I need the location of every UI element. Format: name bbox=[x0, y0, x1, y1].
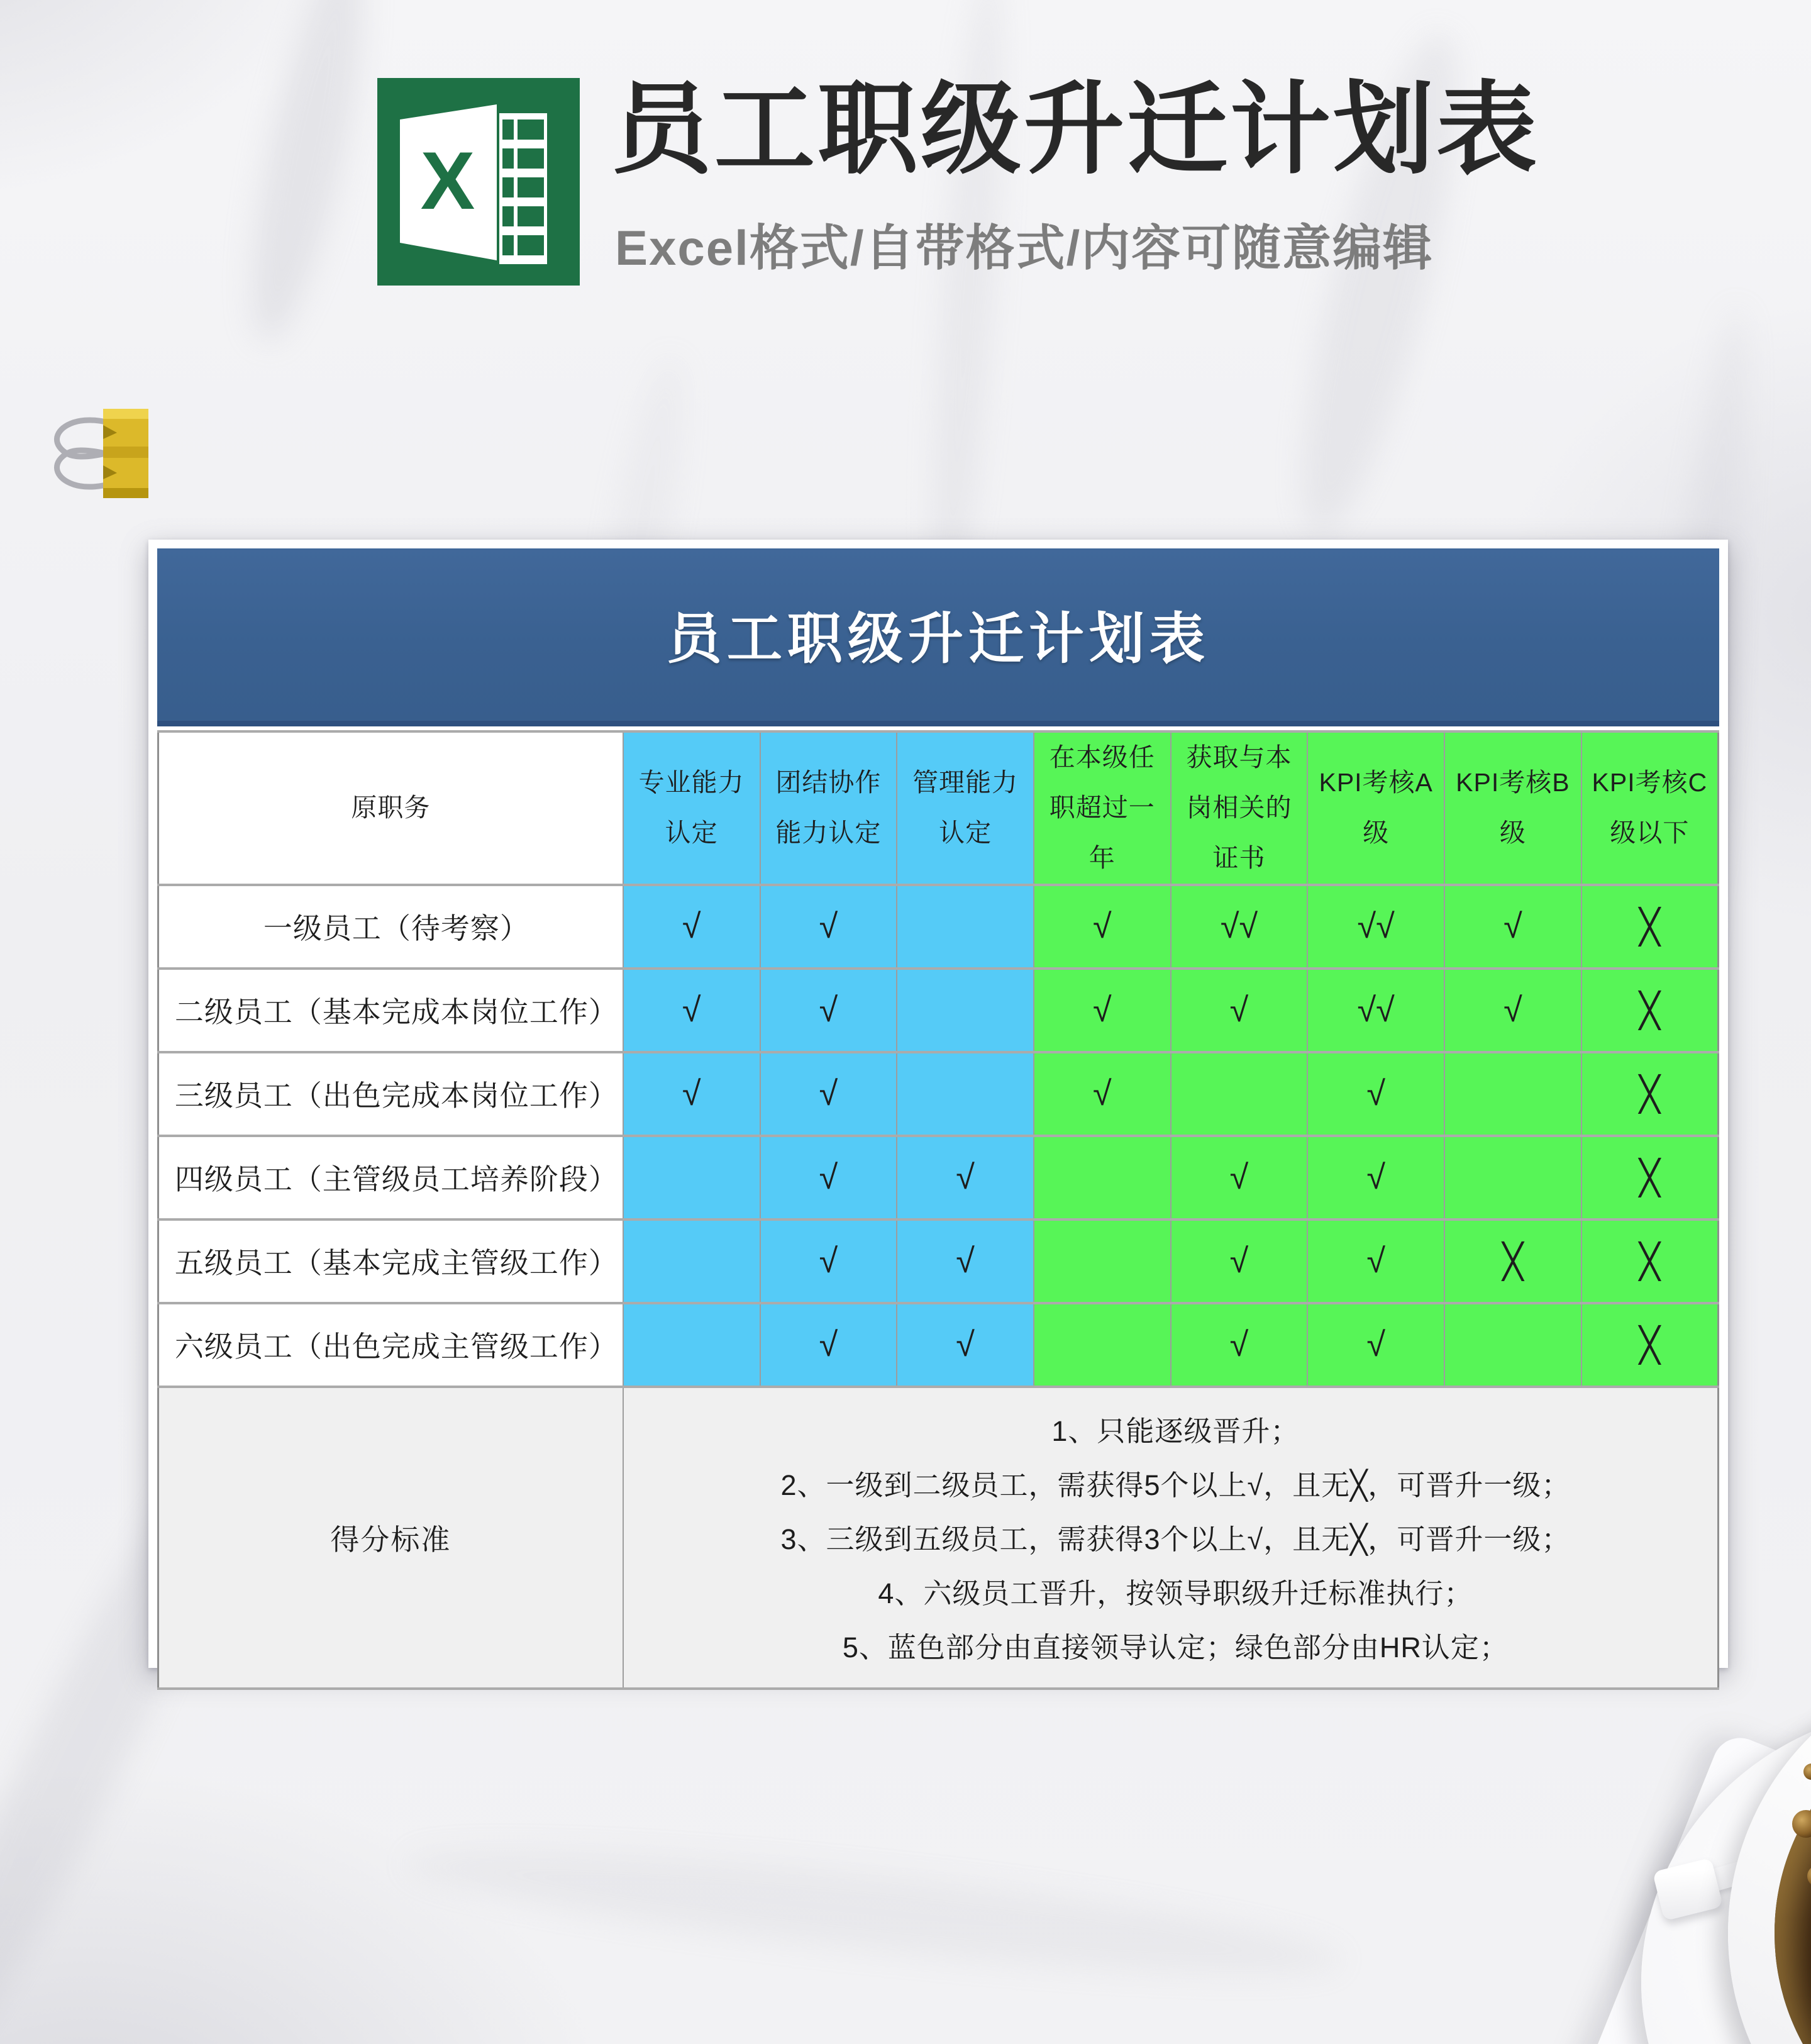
mark-cell bbox=[1034, 1136, 1171, 1219]
mark-cell: √ bbox=[897, 1136, 1034, 1219]
mark-cell: ╳ bbox=[1581, 969, 1719, 1052]
table-row bbox=[158, 885, 1719, 969]
mark-cell bbox=[1444, 1052, 1581, 1136]
mark-cell: √ bbox=[623, 969, 760, 1052]
note-line: 4、六级员工晋升，按领导职级升迁标准执行； bbox=[878, 1577, 1473, 1609]
mark-cell: √ bbox=[760, 885, 897, 969]
mark-cell: √ bbox=[1307, 1052, 1444, 1136]
mark-cell: √ bbox=[1171, 969, 1308, 1052]
row-label: 三级员工（出色完成本岗位工作） bbox=[158, 1052, 623, 1136]
mark-cell: √√ bbox=[1171, 885, 1308, 969]
mark-cell: √ bbox=[1171, 1303, 1308, 1387]
corner-header-cell: 原职务 bbox=[158, 731, 623, 885]
mark-cell: √ bbox=[1444, 969, 1581, 1052]
coffee-bubble bbox=[1807, 1865, 1811, 1887]
column-header: 管理能力认定 bbox=[897, 731, 1034, 885]
mark-cell: √√ bbox=[1307, 885, 1444, 969]
column-header: 专业能力认定 bbox=[623, 731, 760, 885]
marble-vein bbox=[401, 1825, 1347, 1999]
table-title: 员工职级升迁计划表 bbox=[666, 609, 1210, 670]
marble-vein bbox=[230, 0, 387, 349]
mark-cell: √ bbox=[1171, 1219, 1308, 1303]
mark-cell bbox=[623, 1219, 760, 1303]
table-row bbox=[158, 969, 1719, 1052]
mark-cell: √ bbox=[1034, 1052, 1171, 1136]
mark-cell bbox=[1034, 1303, 1171, 1387]
row-label: 一级员工（待考察） bbox=[158, 885, 623, 969]
mark-cell: √ bbox=[760, 1136, 897, 1219]
column-header: KPI考核B级 bbox=[1444, 731, 1581, 885]
svg-text:X: X bbox=[420, 135, 475, 226]
mark-cell: ╳ bbox=[1444, 1219, 1581, 1303]
row-label: 二级员工（基本完成本岗位工作） bbox=[158, 969, 623, 1052]
column-header: 获取与本岗相关的证书 bbox=[1171, 731, 1308, 885]
mark-cell bbox=[897, 885, 1034, 969]
table-row bbox=[158, 1303, 1719, 1387]
mark-cell: √ bbox=[1034, 885, 1171, 969]
note-line: 2、一级到二级员工，需获得5个以上√，且无╳，可晋升一级； bbox=[780, 1469, 1571, 1501]
mark-cell: √ bbox=[1307, 1219, 1444, 1303]
mark-cell: √ bbox=[897, 1219, 1034, 1303]
mark-cell bbox=[623, 1136, 760, 1219]
template-card bbox=[148, 540, 1728, 1668]
row-label: 四级员工（主管级员工培养阶段） bbox=[158, 1136, 623, 1219]
score-standard-notes bbox=[623, 1387, 1719, 1689]
mark-cell bbox=[1034, 1219, 1171, 1303]
mark-cell: ╳ bbox=[1581, 1303, 1719, 1387]
binder-clip-icon bbox=[33, 400, 155, 507]
score-standard-label: 得分标准 bbox=[158, 1387, 623, 1689]
mark-cell bbox=[623, 1303, 760, 1387]
promotion-table bbox=[157, 730, 1719, 1690]
column-header: 在本级任职超过一年 bbox=[1034, 731, 1171, 885]
column-header: 团结协作能力认定 bbox=[760, 731, 897, 885]
mark-cell bbox=[897, 1052, 1034, 1136]
mark-cell: ╳ bbox=[1581, 1052, 1719, 1136]
mark-cell: ╳ bbox=[1581, 885, 1719, 969]
note-line: 1、只能逐级晋升； bbox=[1051, 1414, 1300, 1447]
row-label: 六级员工（出色完成主管级工作） bbox=[158, 1303, 623, 1387]
mark-cell bbox=[1171, 1052, 1308, 1136]
mark-cell: √ bbox=[623, 1052, 760, 1136]
note-line: 5、蓝色部分由直接领导认定；绿色部分由HR认定； bbox=[842, 1631, 1509, 1664]
mark-cell: √ bbox=[760, 969, 897, 1052]
mark-cell: √ bbox=[760, 1052, 897, 1136]
mark-cell: √ bbox=[1307, 1303, 1444, 1387]
mark-cell: √√ bbox=[1307, 969, 1444, 1052]
page-title: 员工职级升迁计划表 bbox=[611, 73, 1540, 186]
column-header: KPI考核A级 bbox=[1307, 731, 1444, 885]
mark-cell: ╳ bbox=[1581, 1219, 1719, 1303]
mark-cell: √ bbox=[760, 1303, 897, 1387]
mark-cell: √ bbox=[623, 885, 760, 969]
table-row bbox=[158, 1052, 1719, 1136]
row-label: 五级员工（基本完成主管级工作） bbox=[158, 1219, 623, 1303]
mark-cell bbox=[897, 969, 1034, 1052]
table-title-bar bbox=[157, 548, 1719, 726]
mark-cell: √ bbox=[897, 1303, 1034, 1387]
excel-logo-icon bbox=[377, 78, 580, 286]
mark-cell bbox=[1444, 1303, 1581, 1387]
mark-cell: √ bbox=[1034, 969, 1171, 1052]
mark-cell: √ bbox=[1307, 1136, 1444, 1219]
note-line: 3、三级到五级员工，需获得3个以上√，且无╳，可晋升一级； bbox=[780, 1523, 1571, 1555]
column-header: KPI考核C级以下 bbox=[1581, 731, 1719, 885]
table-footer-row bbox=[158, 1387, 1719, 1689]
table-row bbox=[158, 1136, 1719, 1219]
mark-cell: √ bbox=[1171, 1136, 1308, 1219]
page-subtitle: Excel格式/自带格式/内容可随意编辑 bbox=[615, 220, 1434, 275]
table-header-row bbox=[158, 731, 1719, 885]
mark-cell: √ bbox=[1444, 885, 1581, 969]
mark-cell bbox=[1444, 1136, 1581, 1219]
mark-cell: ╳ bbox=[1581, 1136, 1719, 1219]
table-row bbox=[158, 1219, 1719, 1303]
mark-cell: √ bbox=[760, 1219, 897, 1303]
